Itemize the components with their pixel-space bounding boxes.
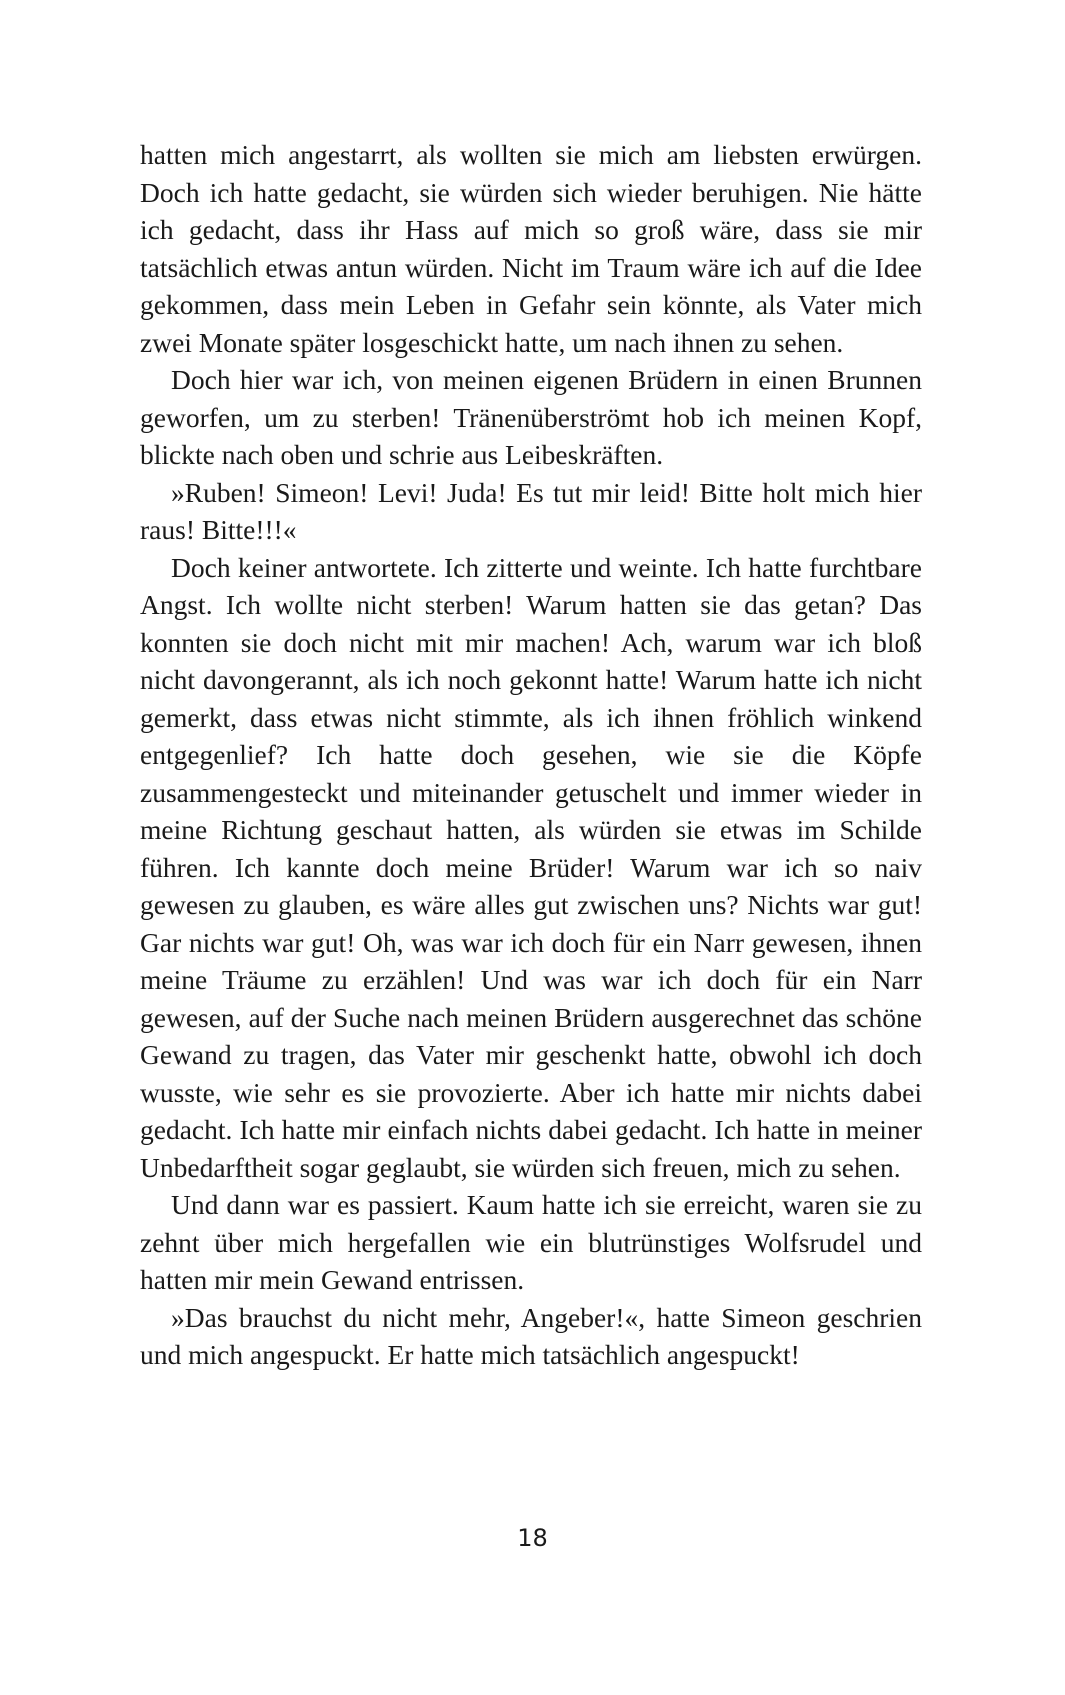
paragraph-attack: Und dann war es passiert. Kaum hatte ich sie erreicht, waren sie zu zehnt über mich hergefallen wie ein blutrünstiges Wolfsrudel und hatten mir mein Gewand entrissen. [140,1189,922,1295]
paragraph-lament: Doch keiner antwortete. Ich zitterte und weinte. Ich hatte furchtbare Angst. Ich wollte nicht sterben! Warum hatten sie das getan? Das konnten sie doch nicht mit mir machen! Ach, warum war ich bloß nicht davongerannt, als ich noch gekonnt hatte! Warum hatte ich nicht gemerkt, dass etwas nicht stimmte, als ich ihnen fröhlich winkend entgegenlief? Ich hatte doch gesehen, wie sie die Köpfe zusammengesteckt und miteinander getuschelt und immer wieder in meine Richtung geschaut hatten, als würden sie etwas im Schilde führen. Ich kannte doch meine Brüder! Warum war ich so naiv gewesen zu glauben, es wäre alles gut zwischen uns? Nichts war gut! Gar nichts war gut! Oh, was war ich doch für ein Narr gewesen, ihnen meine Träume zu erzählen! Und was war ich doch für ein Narr gewesen, auf der Suche nach meinen Brüdern ausgerechnet das schöne Gewand zu tragen, das Vater mir geschenkt hatte, obwohl ich doch wusste, wie sehr es sie provozierte. Aber ich hatte mir nichts dabei gedacht. Ich hatte mir einfach nichts dabei gedacht. Ich hatte in meiner Unbedarftheit sogar geglaubt, sie würden sich freuen, mich zu sehen. [140,551,922,1183]
paragraph-dialogue-plea: »Ruben! Simeon! Levi! Juda! Es tut mir leid! Bitte holt mich hier raus! Bitte!!!« [140,476,922,545]
paragraph-dialogue-simeon: »Das brauchst du nicht mehr, Angeber!«, hatte Simeon geschrien und mich angespuckt. Er hatte mich tatsächlich angespuckt! [140,1301,922,1370]
body-text [140,136,922,1374]
page-number: 18 [517,1524,548,1552]
paragraph-well: Doch hier war ich, von meinen eigenen Brüdern in einen Brunnen geworfen, um zu sterben! Tränenüberströmt hob ich meinen Kopf, blickte nach oben und schrie aus Leibeskräften. [140,364,922,470]
paragraph-continuation: hatten mich angestarrt, als wollten sie mich am liebsten erwürgen. Doch ich hatte gedacht, sie würden sich wieder beruhigen. Nie hätte ich gedacht, dass ihr Hass auf mich so groß wäre, dass sie mir tatsächlich etwas antun würden. Nicht im Traum wäre ich auf die Idee gekommen, dass mein Leben in Gefahr sein könnte, als Vater mich zwei Monate später losgeschickt hatte, um nach ihnen zu sehen. [140,139,922,358]
